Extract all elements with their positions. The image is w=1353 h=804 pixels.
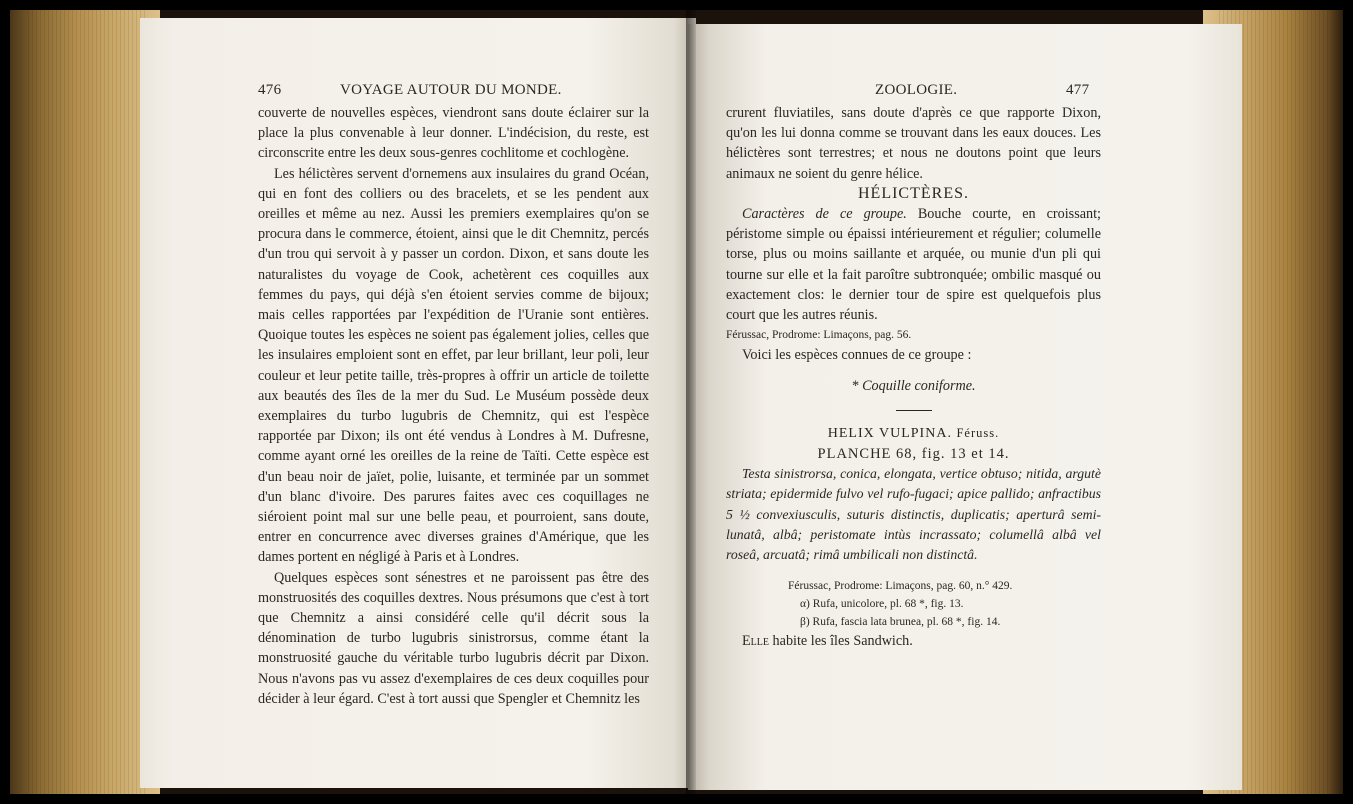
left-page-number: 476 (258, 82, 282, 98)
species-intro: Voici les espèces connues de ce groupe : (742, 347, 972, 364)
species-author: Féruss. (956, 425, 1000, 440)
left-running-head: VOYAGE AUTOUR DU MONDE. (340, 82, 562, 98)
reference-line: α) Rufa, unicolore, pl. 68 *, fig. 13. (800, 598, 964, 611)
habitat-initial: Elle (742, 633, 769, 650)
characters-text: Bouche courte, en croissant; péristome simple ou épaissi intérieurement et régulier; columelle torse, plus ou moins saillante et arquée, ou munie d'un pli qui tourne sur elle et la fait paroître subtronquée; ombilic masqué ou exactement clos: le dernier tour de spire est quelquefois plus court que les autres réunis. (726, 206, 1101, 324)
reference-line: Férussac, Prodrome: Limaçons, pag. 60, n.° 429. (788, 580, 1013, 593)
latin-description: Testa sinistrorsa, conica, elongata, vertice obtuso; nitida, argutè striata; epidermide fulvo vel rufo-fugaci; apice pallido; anfractibus 5 ½ convexiusculis, suturis distinctis, duplicatis; aperturâ semi-lunatâ, albâ; peristomate intùs incrassato; columellâ albâ vel roseâ, arcuatâ; rimâ umbilicali non distinctâ. (726, 466, 1101, 563)
left-paragraph: Les hélictères servent d'ornemens aux insulaires du grand Océan, qui en font des colliers ou des bracelets, et se les pendent aux oreilles et même au nez. Aussi les premiers exemplaires qu'on se procura dans le commerce, étoient, ainsi que le dit Chemnitz, percés d'un trou qui servoit à y passer un cordon. Dixon, et sans doute les naturalistes du voyage de Cook, achetèrent ces coquilles aux femmes du pays, qui déjà s'en étoient servies comme de bijoux; mais celles rapportées par l'expédition de l'Uranie sont entières. Quoique toutes les espèces ne soient pas également jolies, celles que les insulaires emploient sont en effet, par leur brillant, leur poli, leur couleur et leur petite taille, très-propres à offrir un article de toilette aux beautés des îles de la mer du Sud. Le Muséum possède deux exemplaires du turbo lugubris de Chemnitz, qui est l'espèce rapportée par Dixon; ils ont été vendus à Londres à M. Dufresne, comme ayant orné les oreilles de la reine de Taïti. Cette espèce est d'un beau noir de jaïet, polie, luisante, et terminée par un sommet d'un blanc d'ivoire. Des parures faites avec ces coquillages ne siéroient point mal sur une belle peau, et pourroient, sans doute, entrer en concurrence avec diverses graines d'Amérique, que les dames portent en négligé à Paris et à Londres. (258, 165, 649, 566)
right-intro-paragraph: crurent fluviatiles, sans doute d'après ce que rapporte Dixon, qu'on les lui donna comme se trouvant dans les eaux douces. Les hélictères sont terrestres; et nous ne doutons point que leurs animaux ne soient du genre hélice. (726, 105, 1101, 182)
book-gutter (686, 10, 696, 794)
left-edge-texture (28, 10, 148, 794)
right-running-head: ZOOLOGIE. (875, 82, 958, 98)
species-references (788, 577, 1101, 631)
prodrome-reference: Férussac, Prodrome: Limaçons, pag. 56. (726, 329, 912, 342)
section-rule (896, 410, 932, 411)
planche-reference: PLANCHE 68, fig. 13 et 14. (817, 446, 1010, 463)
habitat-text: habite les îles Sandwich. (772, 633, 913, 650)
characters-paragraph (726, 204, 1101, 325)
left-paragraph: Quelques espèces sont sénestres et ne paroissent pas être des monstruosités des coquilles dextres. Nous présumons que c'est à tort que Chemnitz a ainsi considéré celle qu'il décrit sous la dénomination de turbo lugubris sinistrorsus, comme étant la monstruosité gauche du véritable turbo lugubris décrit par Dixon. Nous n'avons pas vu assez d'exemplaires de ces deux coquilles pour décider à leur égard. C'est à tort aussi que Spengler et Chemnitz les (258, 569, 649, 707)
left-paragraph: couverte de nouvelles espèces, viendront sans doute éclairer sur la place la plus convenable à leur donner. L'indécision, du reste, est circonscrite entre les deux sous-genres cochlitome et cochlogène. (258, 105, 649, 162)
section-title: HÉLICTÈRES. (858, 184, 969, 202)
right-page-body (726, 103, 1101, 651)
reference-line: β) Rufa, fascia lata brunea, pl. 68 *, fig. 14. (800, 616, 1001, 629)
left-page-body (258, 103, 649, 709)
subgroup-label: * Coquille coniforme. (851, 377, 976, 394)
species-heading (726, 423, 1101, 444)
characters-label: Caractères de ce groupe. (742, 206, 907, 223)
open-book (10, 10, 1343, 794)
habitat-line (726, 631, 1101, 651)
right-page-number: 477 (1066, 82, 1090, 98)
species-name: HELIX VULPINA. (827, 425, 952, 441)
